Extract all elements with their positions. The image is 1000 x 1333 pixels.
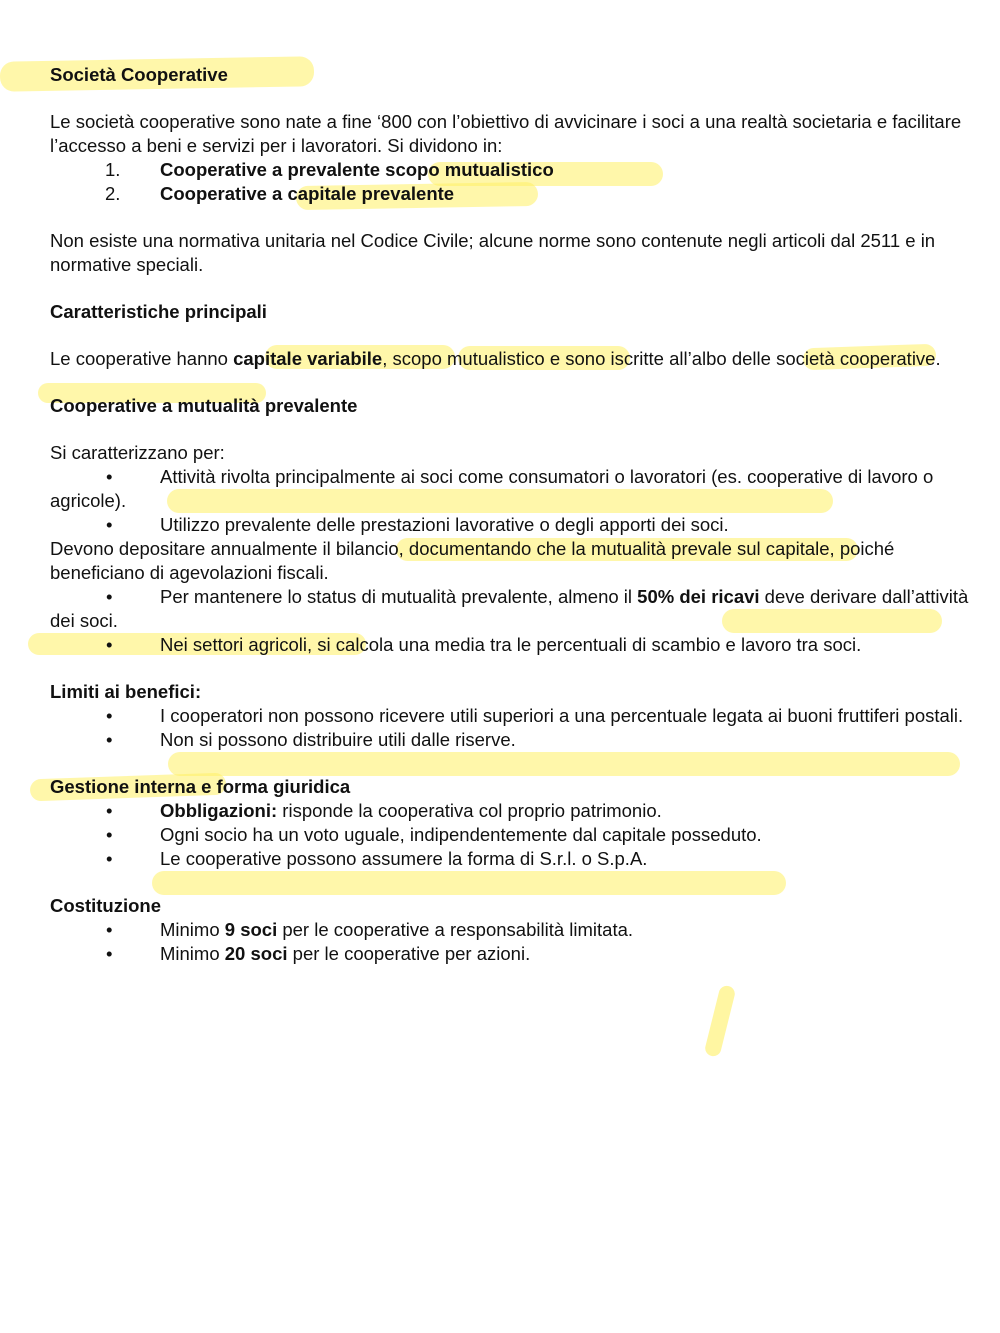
list-item-cooperatori: • I cooperatori non possono ricevere utili superiori a una percentuale legata ai buoni fruttiferi postali.	[106, 705, 964, 726]
heading-mutualita: Cooperative a mutualità prevalente	[50, 395, 358, 416]
heading-costituzione: Costituzione	[50, 895, 161, 916]
intro-paragraph: Le società cooperative sono nate a fine ‘800 con l’obiettivo di avvicinare i soci a una realtà societaria e facilitare l’accesso a beni e servizi per i lavoratori. Si dividono in:	[50, 111, 962, 156]
list-item-type-1: 1. Cooperative a prevalente scopo mutualistico	[105, 159, 554, 180]
mutualita-intro: Si caratterizzano per:	[50, 442, 225, 463]
list-item-status: • Per mantenere lo status di mutualità prevalente, almeno il 50% dei ricavi deve derivare dall’attività dei soci.	[50, 586, 969, 631]
heading-gestione: Gestione interna e forma giuridica	[50, 776, 351, 797]
list-item-riserve: • Non si possono distribuire utili dalle riserve.	[106, 729, 516, 750]
normativa-paragraph: Non esiste una normativa unitaria nel Codice Civile; alcune norme sono contenute negli articoli dal 2511 e in normative speciali.	[50, 230, 936, 275]
list-item-agricoli: • Nei settori agricoli, si calcola una media tra le percentuali di scambio e lavoro tra soci.	[106, 634, 862, 655]
list-item-voto: • Ogni socio ha un voto uguale, indipendentemente dal capitale posseduto.	[106, 824, 762, 845]
highlight-marker-stroke	[704, 984, 737, 1058]
bilancio-paragraph: Devono depositare annualmente il bilancio, documentando che la mutualità prevale sul capitale, poiché beneficiano di agevolazioni fiscali.	[50, 538, 895, 583]
document-body	[50, 63, 980, 966]
list-item-forma: • Le cooperative possono assumere la forma di S.r.l. o S.p.A.	[106, 848, 648, 869]
caratteristiche-paragraph: Le cooperative hanno capitale variabile, scopo mutualistico e sono iscritte all’albo delle società cooperative.	[50, 348, 941, 369]
page-title: Società Cooperative	[50, 64, 228, 85]
heading-caratteristiche: Caratteristiche principali	[50, 301, 267, 322]
list-item-utilizzo: • Utilizzo prevalente delle prestazioni lavorative o degli apporti dei soci.	[106, 514, 729, 535]
list-item-20-soci: • Minimo 20 soci per le cooperative per azioni.	[106, 943, 531, 964]
list-item-attivita: • Attività rivolta principalmente ai soci come consumatori o lavoratori (es. cooperative di lavoro o agricole).	[50, 466, 934, 511]
heading-limiti: Limiti ai benefici:	[50, 681, 202, 702]
list-item-9-soci: • Minimo 9 soci per le cooperative a responsabilità limitata.	[106, 919, 634, 940]
list-item-type-2: 2. Cooperative a capitale prevalente	[105, 183, 455, 204]
list-item-obbligazioni: • Obbligazioni: risponde la cooperativa col proprio patrimonio.	[106, 800, 662, 821]
